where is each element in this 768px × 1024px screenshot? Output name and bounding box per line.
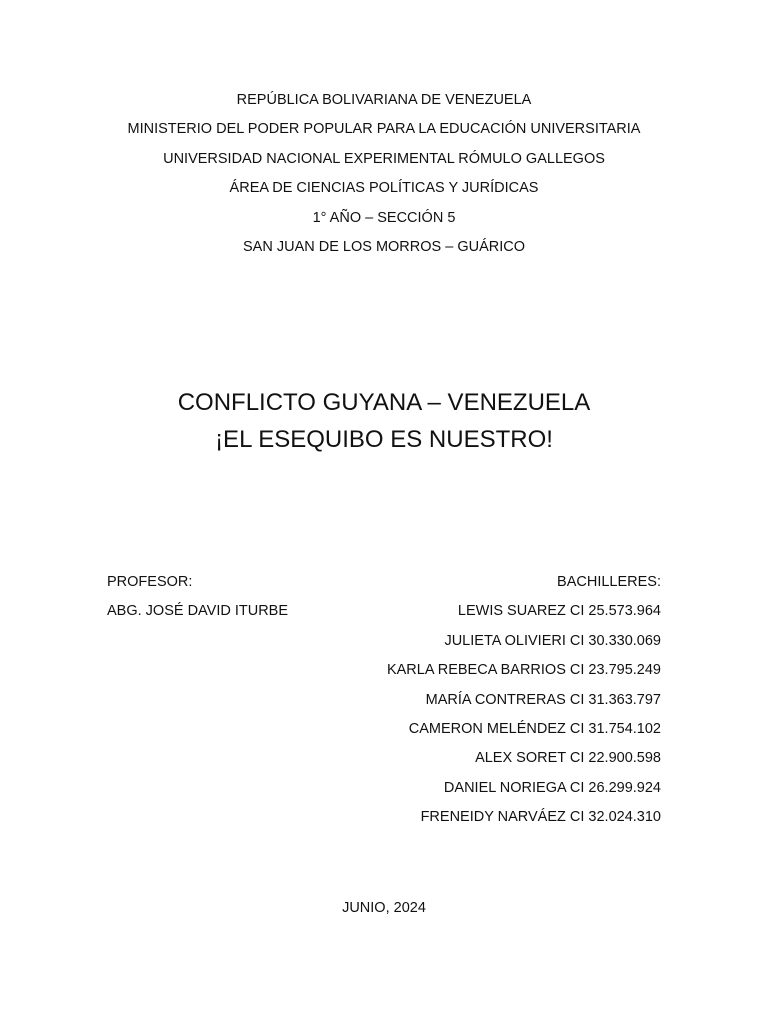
professor-block <box>107 572 288 631</box>
header-line-ministry: MINISTERIO DEL PODER POPULAR PARA LA EDUCACIÓN UNIVERSITARIA <box>127 121 641 138</box>
header-line-area: ÁREA DE CIENCIAS POLÍTICAS Y JURÍDICAS <box>229 180 539 197</box>
institution-header <box>0 90 768 266</box>
header-line-location: SAN JUAN DE LOS MORROS – GUÁRICO <box>243 238 525 255</box>
student-name: DANIEL NORIEGA CI 26.299.924 <box>443 779 661 796</box>
students-block <box>387 572 661 837</box>
header-line-country: REPÚBLICA BOLIVARIANA DE VENEZUELA <box>236 92 532 108</box>
document-title <box>0 384 768 458</box>
students-label: BACHILLERES: <box>557 574 661 590</box>
student-name: LEWIS SUAREZ CI 25.573.964 <box>457 603 661 620</box>
student-name: ALEX SORET CI 22.900.598 <box>475 750 661 767</box>
student-name: FRENEIDY NARVÁEZ CI 32.024.310 <box>420 809 661 826</box>
title-line-2: ¡EL ESEQUIBO ES NUESTRO! <box>215 426 553 453</box>
header-line-section: 1° AÑO – SECCIÓN 5 <box>312 209 456 226</box>
title-line-1: CONFLICTO GUYANA – VENEZUELA <box>177 389 591 416</box>
professor-label: PROFESOR: <box>107 574 193 590</box>
student-name: MARÍA CONTRERAS CI 31.363.797 <box>425 691 661 708</box>
student-name: KARLA REBECA BARRIOS CI 23.795.249 <box>386 662 661 679</box>
student-name: JULIETA OLIVIERI CI 30.330.069 <box>444 632 661 649</box>
student-name: CAMERON MELÉNDEZ CI 31.754.102 <box>408 720 661 737</box>
professor-name: ABG. JOSÉ DAVID ITURBE <box>107 603 289 620</box>
header-line-university: UNIVERSIDAD NACIONAL EXPERIMENTAL RÓMULO GALLEGOS <box>163 150 605 167</box>
document-date: JUNIO, 2024 <box>342 900 426 916</box>
